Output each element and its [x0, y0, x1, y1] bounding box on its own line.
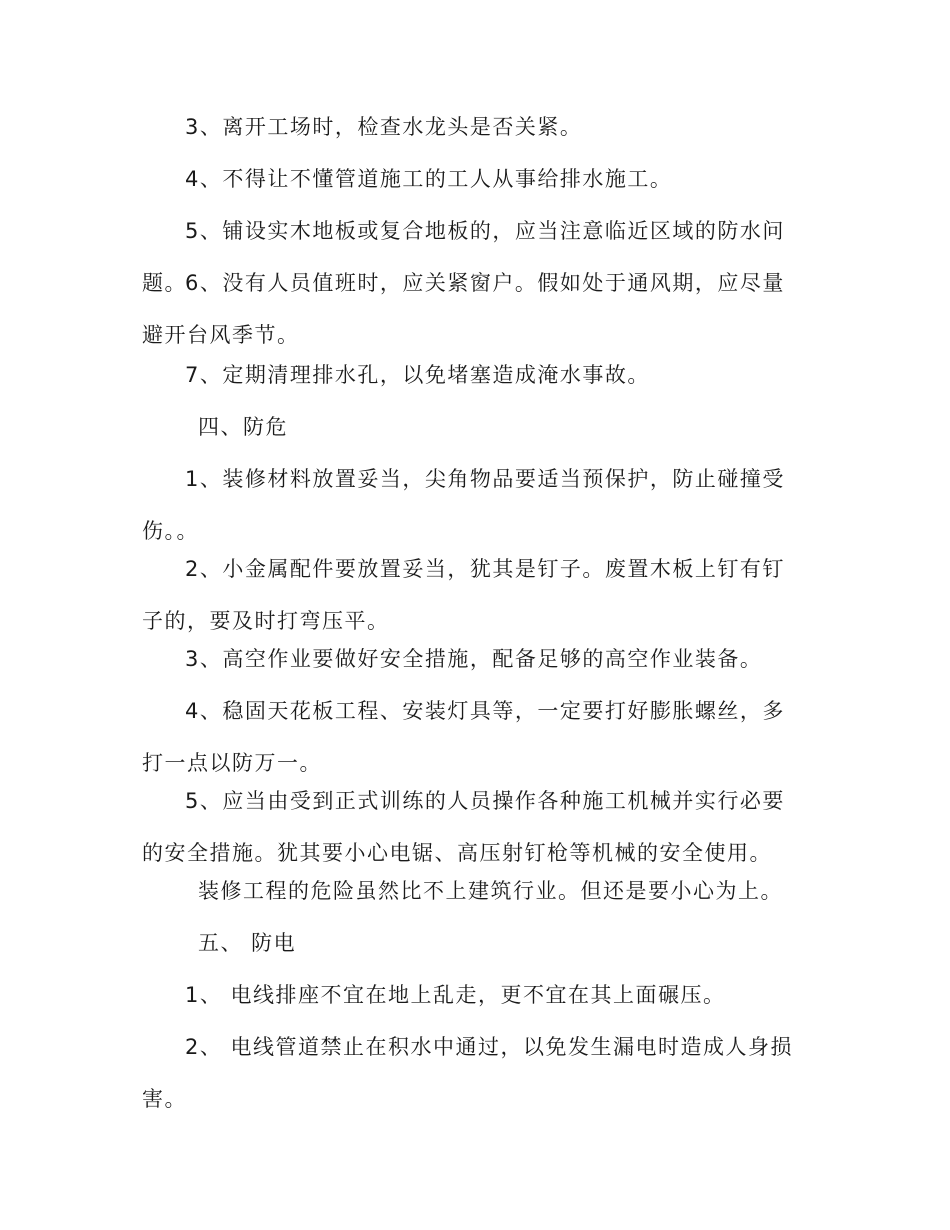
list-item: 5、铺设实木地板或复合地板的，应当注意临近区域的防水问题。: [142, 219, 785, 295]
section-heading: 四、防危: [198, 415, 288, 439]
list-item: 6、没有人员值班时，应关紧窗户。假如处于通风期，应尽量避开台风季节。: [142, 271, 785, 347]
section-heading: 五、 防电: [198, 931, 297, 955]
list-item: 4、稳固天花板工程、安装灯具等，一定要打好膨胀螺丝，多打一点以防万一。: [142, 699, 785, 775]
list-item: 5、应当由受到正式训练的人员操作各种施工机械并实行必要的安全措施。犹其要小心电锯、高压射钉枪等机械的安全使用。: [142, 789, 785, 865]
list-item: 2、小金属配件要放置妥当，犹其是钉子。废置木板上钉有钉子的，要及时打弯压平。: [142, 557, 785, 633]
list-item: 4、不得让不懂管道施工的工人从事给排水施工。: [185, 167, 673, 191]
list-item: 2、 电线管道禁止在积水中通过，以免发生漏电时造成人身损害。: [142, 1035, 794, 1111]
list-item: 7、定期清理排水孔，以免堵塞造成淹水事故。: [185, 363, 650, 387]
paragraph-note: 装修工程的危险虽然比不上建筑行业。但还是要小心为上。: [198, 879, 783, 903]
list-item: 1、 电线排座不宜在地上乱走，更不宜在其上面碾压。: [185, 983, 726, 1007]
list-item: 1、装修材料放置妥当，尖角物品要适当预保护，防止碰撞受伤。。: [142, 467, 785, 543]
list-item: 3、高空作业要做好安全措施，配备足够的高空作业装备。: [185, 647, 763, 671]
list-item: 3、离开工场时，检查水龙头是否关紧。: [185, 115, 583, 139]
